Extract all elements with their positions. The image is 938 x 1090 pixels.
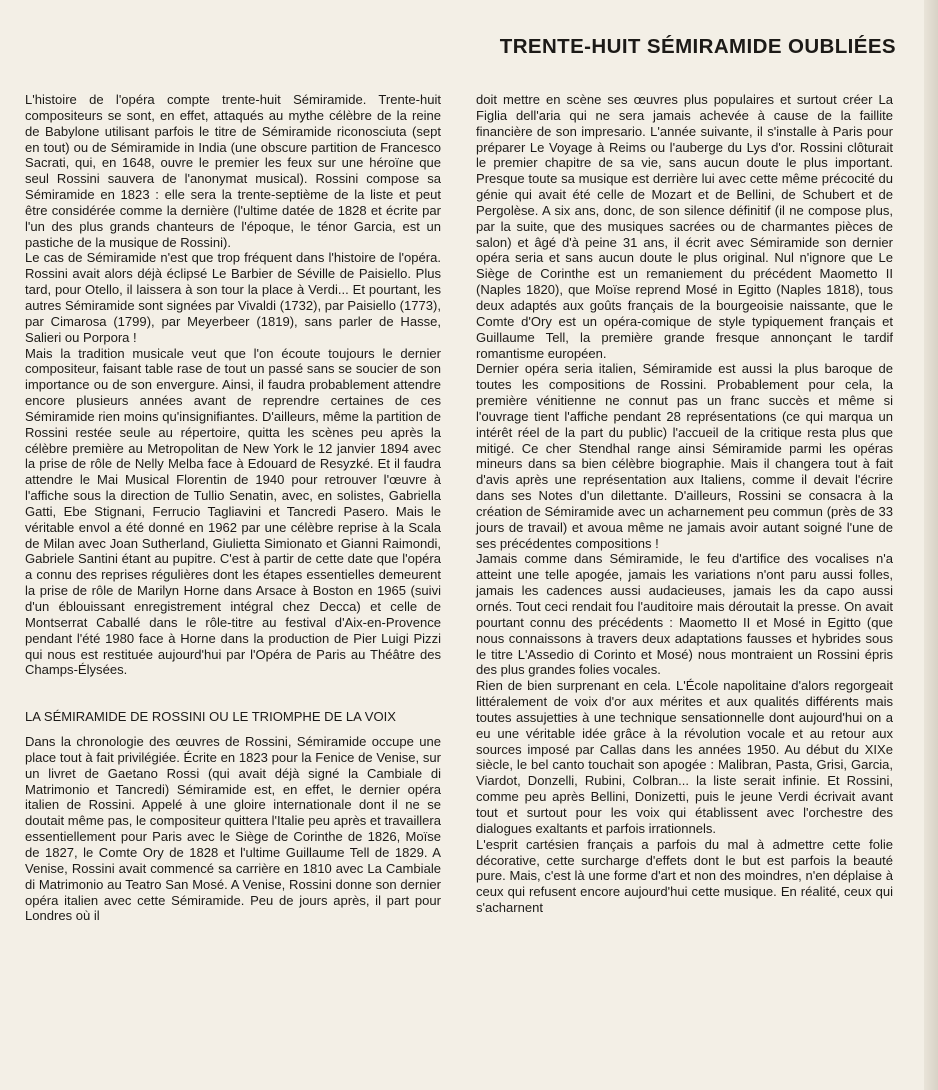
paragraph: Le cas de Sémiramide n'est que trop fréquent dans l'histoire de l'opéra. Rossini avait alors déjà éclipsé Le Barbier de Séville de Paisiello. Plus tard, pour Otello, il laissera à son tour la place à Verdi... Et pourtant, les autres Sémiramide sont signées par Vivaldi (1732), par Paisiello (1773), par Cimarosa (1799), par Meyerbeer (1819), sans parler de Hasse, Salieri ou Porpora ! [25,250,441,345]
page-title: TRENTE-HUIT SÉMIRAMIDE OUBLIÉES [499,35,896,58]
paragraph: Mais la tradition musicale veut que l'on écoute toujours le dernier compositeur, faisant table rase de tout un passé sans se soucier de son importance ou de son envergure. Ainsi, il faudra probablement attendre encore plusieurs années avant de reprendre certaines de ces Sémiramide rien moins qu'insignifiantes. D'ailleurs, même la partition de Rossini restée seule au répertoire, quitta les scènes peu après la célèbre première au Metropolitan de New York le 12 janvier 1894 avec la prise de rôle de Nelly Melba face à Edouard de Resyzké. Et il faudra attendre le Mai Musical Florentin de 1940 pour retrouver l'œuvre à l'affiche sous la direction de Tullio Senatin, avec, en solistes, Gabriella Gatti, Ebe Stignani, Ferrucio Tagliavini et Tancredi Pasero. Mais le véritable envol a été donné en 1962 par une célèbre reprise à la Scala de Milan avec Joan Sutherland, Giulietta Simionato et Gianni Raimondi, Gabriele Santini étant au pupitre. C'est à partir de cette date que l'opéra a connu des reprises régulières dont les étapes essentielles demeurent la prise de rôle de Marilyn Horne dans Arsace à Boston en 1965 (suivi d'un éblouissant enregistrement intégral chez Decca) et celle de Montserrat Caballé dans le rôle-titre au festival d'Aix-en-Provence pendant l'été 1980 face à Horne dans la production de Pier Luigi Pizzi qui nous est restituée aujourd'hui par l'Opéra de Paris au Théâtre des Champs-Élysées. [25,345,441,678]
paragraph: Dernier opéra seria italien, Sémiramide est aussi la plus baroque de toutes les compositions de Rossini. Probablement pour cela, la première vénitienne ne connut pas un franc succès et même si l'ouvrage tient l'affiche pendant 28 représentations (ce qui marqua un intérêt réel de la part du public) l'accueil de la critique resta plus que mitigé. Ce cher Stendhal range ainsi Sémiramide parmi les opéras mineurs dans sa bien célèbre biographie. Mais il changera tout à fait d'avis après une représentation aux Italiens, comme il devait l'écrire dans ses Notes d'un dilettante. D'ailleurs, Rossini se consacra à la création de Sémiramide avec un acharnement peu commun (près de 33 jours de travail) et avoua même ne jamais avoir autant soigné l'une de ses précédentes compositions ! [476,361,893,551]
paragraph: L'esprit cartésien français a parfois du mal à admettre cette folie décorative, cette surcharge d'effets dont le but est parfois la beauté pure. Mais, c'est là une forme d'art et non des moindres, n'en déplaise à ceux qui refusent encore aujourd'hui cette musique. En réalité, ceux qui s'acharnent [476,836,893,916]
paragraph: doit mettre en scène ses œuvres plus populaires et surtout créer La Figlia dell'aria qui ne sera jamais achevée à cause de la faillite financière de son impresario. L'année suivante, il s'installe à Paris pour préparer Le Voyage à Reims ou l'auberge du Lys d'or. Rossini clôturait le premier chapitre de sa vie, sans aucun doute le plus important. Presque toute sa musique est derrière lui avec cette même précocité du génie qui avait été celle de Mozart et de Bellini, de Schubert et de Pergolèse. A six ans, donc, de son silence définitif (il ne compose plus, par la suite, que des musiques sacrées ou de charmantes pièces de salon) et âgé d'à peine 31 ans, il écrit avec Sémiramide son dernier opéra seria et sans aucun doute le plus original. Nul n'ignore que Le Siège de Corinthe est un remaniement du précédent Maometto II (Naples 1820), que Moïse reprend Mosé in Egitto (Naples 1818), tous deux adaptés aux goûts français de la bourgeoisie naissante, que le Comte d'Ory est un opéra-comique de style typiquement français et Guillaume Tell, la première grande fresque annonçant le tardif romantisme européen. [476,92,893,361]
section-heading: LA SÉMIRAMIDE DE ROSSINI OU LE TRIOMPHE DE LA VOIX [25,709,396,725]
page-edge [924,0,938,1090]
right-column [476,92,893,916]
left-column [25,92,441,924]
paragraph: Jamais comme dans Sémiramide, le feu d'artifice des vocalises n'a atteint une telle apogée, jamais les variations n'ont paru aussi folles, jamais les cadences aussi audacieuses, jamais les da capo aussi ornés. Tout ceci rendait fou l'auditoire mais déroutait la presse. On avait pourtant connu des précédents : Maometto II et Mosé in Egitto (que nous connaissons à travers deux adaptations fausses et hybrides sous le titre L'Assedio di Corinto et Mosé) nous montraient un Rossini épris des plus grandes folies vocales. [476,551,893,678]
paragraph: Dans la chronologie des œuvres de Rossini, Sémiramide occupe une place tout à fait privilégiée. Écrite en 1823 pour la Fenice de Venise, sur un livret de Gaetano Rossi (qui avait déjà signé la Cambiale di Matrimonio et Tancredi) Sémiramide est, en effet, le dernier opéra italien de Rossini. Appelé à une gloire internationale dont il ne se doutait même pas, le compositeur quittera l'Italie peu après et travaillera essentiellement pour Paris avec le Siège de Corinthe de 1826, Moïse de 1827, le Comte Ory de 1828 et l'ultime Guillaume Tell de 1829. A Venise, Rossini avait commencé sa carrière en 1810 avec La Cambiale di Matrimonio au Teatro San Mosé. A Venise, Rossini donne son dernier opéra italien avec cette Sémiramide. Peu de jours après, il part pour Londres où il [25,734,441,924]
paragraph: Rien de bien surprenant en cela. L'École napolitaine d'alors regorgeait littéralement de voix d'or aux mérites et aux qualités différents mais toutes assujetties à une technique sensationnelle dont aujourd'hui on a eu une véritable idée grâce à la révolution vocale et au retour aux sources imposé par Callas dans les années 1950. Au début du XIXe siècle, le bel canto touchait son apogée : Malibran, Pasta, Grisi, Garcia, Viardot, Donzelli, Rubini, Colbran... la liste serait infinie. Et Rossini, comme peu après Bellini, Donizetti, puis le jeune Verdi écrivait avant tout et surtout pour les voix qui établissent avec l'orchestre des dialogues exaltants et parfois irrationnels. [476,678,893,836]
paragraph: L'histoire de l'opéra compte trente-huit Sémiramide. Trente-huit compositeurs se sont, en effet, attaqués au mythe célèbre de la reine de Babylone utilisant parfois le titre de Sémiramide riconosciuta (sept en tout) ou de Sémiramide in India (une obscure partition de Francesco Sacrati, qui, en 1648, ouvre le premier les feux sur une héroïne que seul Rossini sauvera de l'anonymat musical). Rossini compose sa Sémiramide en 1823 : elle sera la trente-septième de la liste et peut être considérée comme la dernière (l'ultime datée de 1828 et écrite par l'un des plus grands chanteurs de l'époque, le ténor Garcia, est un pastiche de la musique de Rossini). [25,92,441,250]
